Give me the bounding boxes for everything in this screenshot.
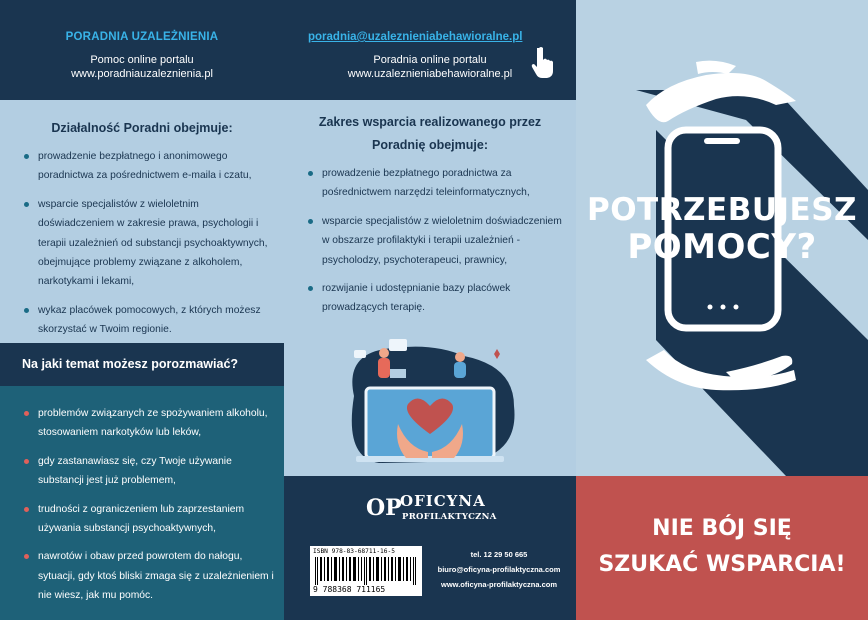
slogan-line1: NIE BÓJ SIĘ (652, 516, 792, 541)
list-item: prowadzenie bezpłatnego i anonimowego poradnictwa za pośrednictwem e-maila i czatu, (24, 147, 274, 186)
barcode-bars (315, 557, 417, 585)
list-item: wsparcie specjalistów z wieloletnim doświadczeniem w zakresie prawa, psychologii i terapii uzależnień od substancji psychoaktywnych, obejmujące problemy związane z alkoholem, narkotykami i lekami, (24, 195, 274, 292)
header-mid-url[interactable]: www.uzaleznieniabehawioralne.pl (347, 68, 513, 80)
left-section-title: Działalność Poradni obejmuje: (51, 121, 233, 135)
cover-title-line1: POTRZEBUJESZ (586, 192, 858, 228)
publisher-name-1: OFICYNA (400, 492, 486, 510)
publisher-email[interactable]: biuro@oficyna-profilaktyczna.com (437, 565, 561, 574)
hand-pointer-icon (530, 46, 556, 78)
header-mid-panel (284, 0, 576, 100)
topics-header (0, 343, 284, 386)
header-left-title: PORADNIA UZALEŻNIENIA (65, 31, 219, 43)
mid-section-title-2: Poradnię obejmuje: (372, 138, 488, 152)
left-section-list (24, 147, 274, 349)
header-left-panel (0, 0, 284, 100)
header-left-url[interactable]: www.poradniauzaleznienia.pl (71, 68, 213, 80)
publisher-contact (426, 547, 572, 592)
barcode-box (310, 546, 422, 596)
laptop-heart-illustration (334, 336, 524, 466)
list-item: rozwijanie i udostępnianie bazy placówek prowadzących terapię. (308, 279, 570, 318)
cover-title-line2: POMOCY? (627, 227, 817, 267)
header-mid-email-link[interactable]: poradnia@uzaleznieniabehawioralne.pl (308, 31, 523, 43)
list-item: wsparcie specjalistów z wieloletnim doświadczeniem w obszarze profilaktyki i terapii uzależnień - psycholodzy, psychoterapeuci, prawnicy, (308, 212, 570, 270)
topics-title: Na jaki temat możesz porozmawiać? (22, 357, 239, 371)
list-item: trudności z ograniczeniem lub zaprzestaniem używania substancji psychoaktywnych, (24, 500, 274, 539)
mid-section-list (308, 164, 570, 327)
publisher-monogram: OP (366, 495, 402, 521)
isbn-text: ISBN 978-83-68711-16-5 (313, 548, 395, 555)
header-left-line1: Pomoc online portalu (90, 54, 194, 66)
publisher-phone: tel. 12 29 50 665 (470, 550, 528, 559)
barcode-digits: 9 788368 711165 (313, 585, 386, 594)
publisher-panel (284, 476, 576, 620)
list-item: gdy zastanawiasz się, czy Twoje używanie substancji jest już problemem, (24, 452, 274, 491)
mid-info-panel (284, 100, 576, 476)
publisher-name-2: PROFILAKTYCZNA (402, 512, 497, 522)
list-item: problemów związanych ze spożywaniem alkoholu, stosowaniem narkotyków lub leków, (24, 404, 274, 443)
list-item: prowadzenie bezpłatnego poradnictwa za pośrednictwem narzędzi teleinformatycznych, (308, 164, 570, 203)
list-item: wykaz placówek pomocowych, z których możesz skorzystać w Twoim regionie. (24, 301, 274, 340)
header-mid-line1: Poradnia online portalu (373, 54, 487, 66)
publisher-website[interactable]: www.oficyna-profilaktyczna.com (441, 580, 557, 589)
publisher-logo (366, 492, 496, 526)
cover-panel (576, 0, 868, 476)
slogan-line2: SZUKAĆ WSPARCIA! (598, 552, 846, 577)
topics-panel (0, 386, 284, 620)
topics-list (24, 404, 274, 615)
mid-section-title-1: Zakres wsparcia realizowanego przez (318, 115, 542, 129)
list-item: nawrotów i obaw przed powrotem do nałogu, sytuacji, gdy ktoś bliski zmaga się z uzależnieniem i nie wiesz, jak mu pomóc. (24, 547, 274, 605)
slogan-panel (576, 476, 868, 620)
left-info-panel (0, 100, 284, 343)
